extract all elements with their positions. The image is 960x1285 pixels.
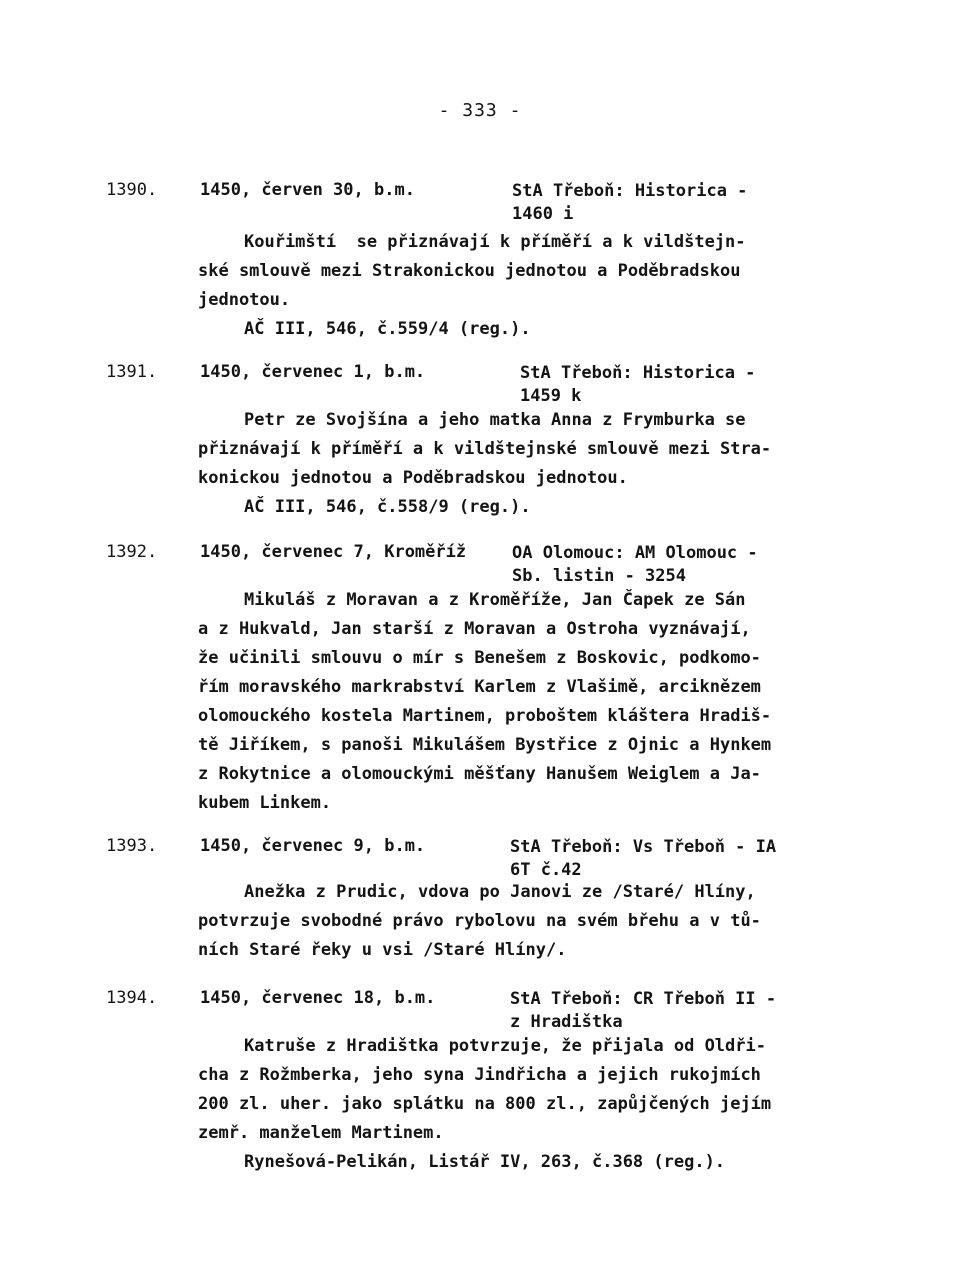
entry-date: 1450, červen 30, b.m. [200, 180, 415, 200]
text-line: z Rokytnice a olomouckými měšťany Hanušem Weiglem a Ja- [198, 764, 761, 784]
entry-source [512, 542, 758, 588]
entry-reference: Rynešová-Pelikán, Listář IV, 263, č.368 (reg.). [244, 1152, 726, 1172]
entry-text [198, 1032, 858, 1177]
source-line: 1460 i [512, 204, 574, 224]
text-line: olomouckého kostela Martinem, proboštem kláštera Hradiš- [198, 706, 772, 726]
text-line: konickou jednotou a Poděbradskou jednotou. [198, 468, 628, 488]
text-line: kubem Linkem. [198, 793, 332, 813]
source-line: OA Olomouc: AM Olomouc - [512, 543, 758, 563]
entry-date: 1450, červenec 9, b.m. [200, 836, 426, 856]
entry-text [198, 586, 858, 818]
entry-date: 1450, červenec 7, Kroměříž [200, 542, 467, 562]
source-line: StA Třeboň: CR Třeboň II - [510, 989, 777, 1009]
text-line: že učinili smlouvu o mír s Benešem z Boskovic, podkomo- [198, 648, 761, 668]
text-line: Katruše z Hradištka potvrzuje, že přijala od Oldři- [244, 1036, 766, 1056]
source-line: 1459 k [520, 386, 582, 406]
entry-source [512, 180, 747, 226]
entry-source [510, 836, 776, 882]
source-line: 6T č.42 [510, 860, 582, 880]
text-line: ské smlouvě mezi Strakonickou jednotou a Poděbradskou [198, 261, 741, 281]
source-line: StA Třeboň: Vs Třeboň - IA [510, 837, 777, 857]
text-line: zemř. manželem Martinem. [198, 1123, 444, 1143]
text-line: tě Jiříkem, s panoši Mikulášem Bystřice z Ojnic a Hynkem [198, 735, 772, 755]
entry-number: 1390. [106, 180, 158, 200]
entry-number: 1392. [106, 542, 158, 562]
entry-text [198, 406, 858, 522]
text-line: 200 zl. uher. jako splátku na 800 zl., zapůjčených jejím [198, 1094, 772, 1114]
text-line: potvrzuje svobodné právo rybolovu na svém břehu a v tů- [198, 911, 761, 931]
text-line: Anežka z Prudic, vdova po Janovi ze /Staré/ Hlíny, [244, 882, 756, 902]
text-line: jednotou. [198, 290, 291, 310]
source-line: StA Třeboň: Historica - [520, 363, 756, 383]
text-line: Mikuláš z Moravan a z Kroměříže, Jan Čapek ze Sán [244, 590, 746, 610]
entry-text [198, 878, 858, 965]
entry-text [198, 228, 858, 344]
text-line: Petr ze Svojšína a jeho matka Anna z Frymburka se [244, 410, 746, 430]
text-line: a z Hukvald, Jan starší z Moravan a Ostroha vyznávají, [198, 619, 751, 639]
entry-source [520, 362, 755, 408]
source-line: z Hradištka [510, 1012, 623, 1032]
entry-source [510, 988, 776, 1034]
entry-date: 1450, červenec 18, b.m. [200, 988, 436, 1008]
text-line: Kouřimští se přiznávají k příměří a k vildštejn- [244, 232, 746, 252]
entry-reference: AČ III, 546, č.558/9 (reg.). [244, 497, 531, 517]
entry-number: 1391. [106, 362, 158, 382]
entry-number: 1393. [106, 836, 158, 856]
text-line: ních Staré řeky u vsi /Staré Hlíny/. [198, 940, 567, 960]
source-line: StA Třeboň: Historica - [512, 181, 748, 201]
entry-reference: AČ III, 546, č.559/4 (reg.). [244, 319, 531, 339]
text-line: řím moravského markrabství Karlem z Vlašimě, arciknězem [198, 677, 761, 697]
source-line: Sb. listin - 3254 [512, 566, 686, 586]
text-line: cha z Rožmberka, jeho syna Jindřicha a jejich rukojmích [198, 1065, 761, 1085]
text-line: přiznávají k příměří a k vildštejnské smlouvě mezi Stra- [198, 439, 772, 459]
page-number: - 333 - [438, 100, 522, 121]
entry-date: 1450, červenec 1, b.m. [200, 362, 426, 382]
entry-number: 1394. [106, 988, 158, 1008]
